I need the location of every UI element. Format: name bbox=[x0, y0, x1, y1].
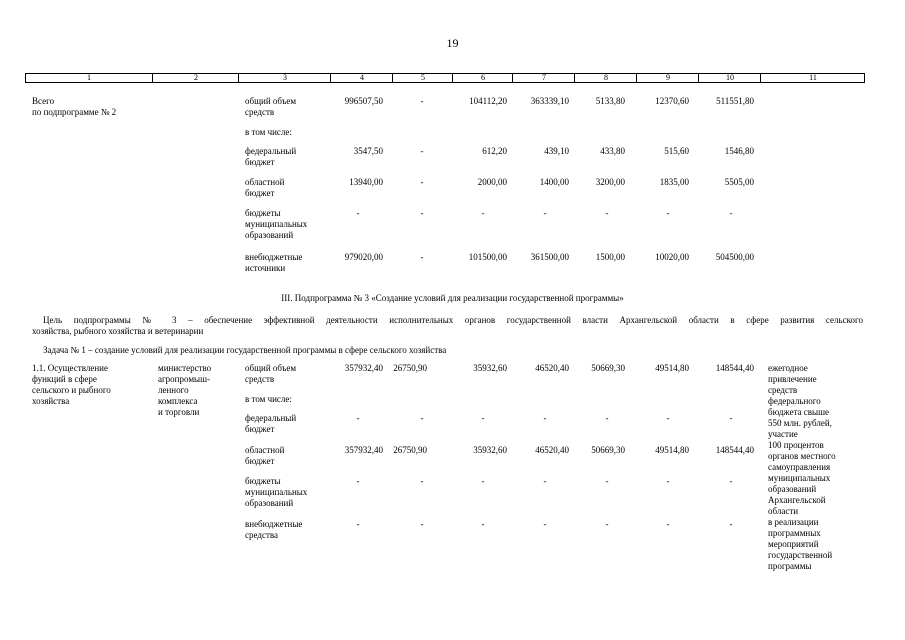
funding-value: 46520,40 bbox=[535, 363, 569, 373]
funding-value: 1546,80 bbox=[724, 146, 754, 156]
funding-source-label: общий объем средств bbox=[245, 363, 297, 384]
funding-value: 357932,40 bbox=[344, 445, 383, 455]
section-title: III. Подпрограмма № 3 «Создание условий для реализации государственной программы» bbox=[281, 293, 624, 303]
goal-text-line2: хозяйства, рыбного хозяйства и ветеринарии bbox=[32, 326, 204, 336]
funding-value: 12370,60 bbox=[655, 96, 689, 106]
column-number-header bbox=[25, 73, 865, 83]
header-col-4: 4 bbox=[330, 74, 393, 82]
item-result: ежегодное привлечение средств федерального бюджета свыше 550 млн. рублей, участие 100 процентов органов местного самоуправления муниципальных образований Архангельской области в реализации программных мероприятий государственной программы bbox=[768, 363, 836, 571]
funding-value: 148544,40 bbox=[715, 363, 754, 373]
header-col-7: 7 bbox=[512, 74, 575, 82]
funding-value: 148544,40 bbox=[715, 445, 754, 455]
funding-value: 50669,30 bbox=[591, 363, 625, 373]
funding-value: - bbox=[481, 476, 485, 486]
header-col-6: 6 bbox=[452, 74, 513, 82]
funding-value: 50669,30 bbox=[591, 445, 625, 455]
funding-value: 515,60 bbox=[664, 146, 689, 156]
goal-text-line1: Цель подпрограммы № 3 – обеспечение эффективной деятельности исполнительных органов государственной власти Архангельской области в сфере развития сельского bbox=[43, 315, 863, 325]
header-col-10: 10 bbox=[698, 74, 761, 82]
header-col-1: 1 bbox=[87, 73, 91, 82]
funding-value: 1835,00 bbox=[659, 177, 689, 187]
header-col-3: 3 bbox=[238, 74, 331, 82]
funding-value: - bbox=[481, 519, 485, 529]
funding-source-label: внебюджетные средства bbox=[245, 519, 303, 540]
funding-value: - bbox=[605, 476, 609, 486]
funding-value: - bbox=[729, 476, 733, 486]
funding-value: - bbox=[605, 208, 609, 218]
funding-value: 504500,00 bbox=[715, 252, 754, 262]
funding-value: - bbox=[543, 476, 547, 486]
funding-value: - bbox=[420, 146, 424, 156]
funding-source-label: бюджеты муниципальных образований bbox=[245, 476, 308, 508]
funding-value: - bbox=[666, 519, 670, 529]
funding-value: 49514,80 bbox=[655, 445, 689, 455]
funding-value: - bbox=[356, 519, 360, 529]
funding-value: 35932,60 bbox=[473, 445, 507, 455]
funding-value: - bbox=[356, 476, 360, 486]
funding-value: - bbox=[729, 413, 733, 423]
funding-value: - bbox=[420, 177, 424, 187]
funding-value: - bbox=[420, 208, 424, 218]
funding-value: 3547,50 bbox=[353, 146, 383, 156]
funding-value: 979020,00 bbox=[344, 252, 383, 262]
page-number: 19 bbox=[446, 36, 459, 50]
funding-source-label: бюджеты муниципальных образований bbox=[245, 208, 308, 240]
funding-value: 511551,80 bbox=[716, 96, 754, 106]
funding-value: 357932,40 bbox=[344, 363, 383, 373]
funding-source-label: общий объем средств bbox=[245, 96, 297, 117]
funding-source-label: федеральный бюджет bbox=[245, 413, 297, 434]
funding-value: - bbox=[356, 413, 360, 423]
funding-value: - bbox=[356, 208, 360, 218]
funding-value: - bbox=[481, 208, 485, 218]
funding-value: - bbox=[420, 252, 424, 262]
header-col-2: 2 bbox=[152, 74, 239, 82]
header-col-5: 5 bbox=[392, 74, 453, 82]
funding-value: 1400,00 bbox=[539, 177, 569, 187]
funding-value: - bbox=[543, 208, 547, 218]
funding-value: - bbox=[420, 96, 424, 106]
funding-source-label: областной бюджет bbox=[245, 177, 285, 198]
funding-source-label: федеральный бюджет bbox=[245, 146, 297, 167]
funding-value: 439,10 bbox=[544, 146, 569, 156]
header-col-8: 8 bbox=[574, 74, 637, 82]
funding-value: - bbox=[605, 519, 609, 529]
funding-value: 996507,50 bbox=[344, 96, 383, 106]
funding-value: 363339,10 bbox=[530, 96, 569, 106]
funding-value: - bbox=[420, 476, 424, 486]
header-col-11: 11 bbox=[760, 74, 865, 82]
funding-value: 361500,00 bbox=[530, 252, 569, 262]
funding-value: - bbox=[543, 413, 547, 423]
funding-value: 101500,00 bbox=[468, 252, 507, 262]
funding-value: 3200,00 bbox=[595, 177, 625, 187]
funding-value: 433,80 bbox=[600, 146, 625, 156]
funding-source-label: в том числе: bbox=[245, 394, 292, 404]
funding-source-label: областной бюджет bbox=[245, 445, 285, 466]
funding-value: - bbox=[420, 413, 424, 423]
task-text: Задача № 1 – создание условий для реализации государственной программы в сфере сельского хозяйства bbox=[43, 345, 447, 355]
funding-value: 13940,00 bbox=[349, 177, 383, 187]
funding-value: - bbox=[666, 413, 670, 423]
funding-value: - bbox=[481, 413, 485, 423]
funding-value: - bbox=[666, 476, 670, 486]
funding-source-label: в том числе: bbox=[245, 127, 292, 137]
funding-value: 35932,60 bbox=[473, 363, 507, 373]
funding-value: 104112,20 bbox=[469, 96, 507, 106]
funding-value: - bbox=[666, 208, 670, 218]
funding-value: - bbox=[420, 519, 424, 529]
funding-value: - bbox=[729, 208, 733, 218]
item-executor: министерство агропромыш- ленного комплекса и торговли bbox=[158, 363, 212, 417]
funding-value: 26750,90 bbox=[393, 445, 427, 455]
funding-value: 5133,80 bbox=[595, 96, 625, 106]
funding-value: 49514,80 bbox=[655, 363, 689, 373]
funding-value: - bbox=[729, 519, 733, 529]
funding-value: - bbox=[543, 519, 547, 529]
item-name: 1.1. Осуществление функций в сфере сельского и рыбного хозяйства bbox=[32, 363, 111, 406]
funding-value: 10020,00 bbox=[655, 252, 689, 262]
funding-value: 2000,00 bbox=[477, 177, 507, 187]
funding-value: 1500,00 bbox=[595, 252, 625, 262]
total-label: Всего по подпрограмме № 2 bbox=[32, 96, 117, 117]
funding-source-label: внебюджетные источники bbox=[245, 252, 303, 273]
funding-value: 612,20 bbox=[482, 146, 507, 156]
funding-value: 26750,90 bbox=[393, 363, 427, 373]
funding-value: 46520,40 bbox=[535, 445, 569, 455]
header-col-9: 9 bbox=[636, 74, 699, 82]
funding-value: - bbox=[605, 413, 609, 423]
funding-value: 5505,00 bbox=[724, 177, 754, 187]
